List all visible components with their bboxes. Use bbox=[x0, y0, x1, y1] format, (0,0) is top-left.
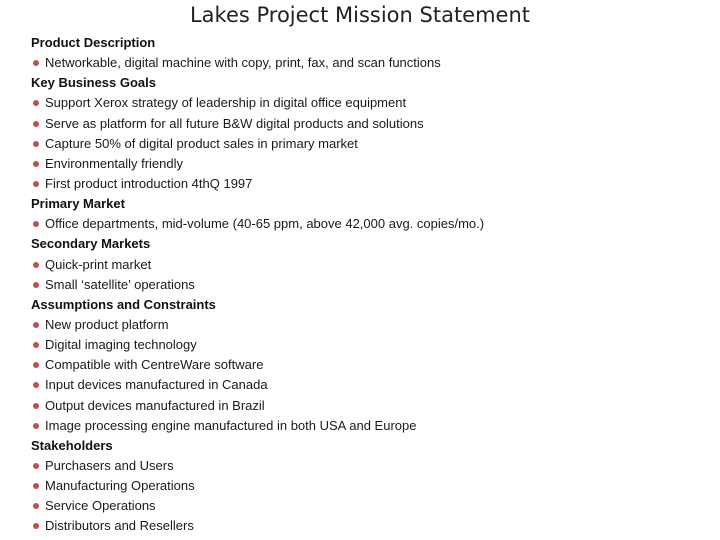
list-item-text: Support Xerox strategy of leadership in digital office equipment bbox=[45, 95, 407, 111]
list-item bbox=[31, 93, 711, 113]
bullet-dot-icon bbox=[33, 423, 39, 429]
bullet-dot-icon bbox=[33, 483, 39, 489]
list-item-text: Office departments, mid-volume (40-65 ppm, above 42,000 avg. copies/mo.) bbox=[45, 216, 485, 232]
list-item bbox=[31, 476, 711, 496]
list-item bbox=[31, 255, 711, 275]
section-heading: Product Description bbox=[31, 35, 156, 50]
list-item bbox=[31, 496, 711, 516]
bullet-dot-icon bbox=[33, 141, 39, 147]
bullet-dot-icon bbox=[33, 403, 39, 409]
list-item-text: Purchasers and Users bbox=[45, 457, 174, 473]
list-item bbox=[31, 315, 711, 335]
list-item-text: Small ‘satellite’ operations bbox=[45, 276, 195, 292]
list-item-text: Distributors and Resellers bbox=[45, 518, 194, 534]
list-item bbox=[31, 335, 711, 355]
list-item bbox=[31, 456, 711, 476]
section-heading: Assumptions and Constraints bbox=[31, 296, 216, 312]
list-item bbox=[31, 355, 711, 375]
list-item bbox=[31, 516, 711, 536]
list-item bbox=[31, 396, 711, 416]
list-item-text: Compatible with CentreWare software bbox=[45, 357, 264, 373]
bullet-dot-icon bbox=[33, 362, 39, 368]
bullet-dot-icon bbox=[33, 282, 39, 288]
list-item-text: Quick-print market bbox=[45, 256, 152, 272]
bullet-dot-icon bbox=[33, 181, 39, 187]
list-item-text: New product platform bbox=[45, 316, 169, 332]
section-heading: Secondary Markets bbox=[31, 236, 151, 252]
page-title: Lakes Project Mission Statement bbox=[189, 3, 531, 27]
section-heading: Stakeholders bbox=[31, 437, 113, 453]
list-item-text: First product introduction 4thQ 1997 bbox=[45, 175, 253, 191]
bullet-dot-icon bbox=[33, 161, 39, 167]
bullet-dot-icon bbox=[33, 121, 39, 127]
list-item-text: Output devices manufactured in Brazil bbox=[45, 397, 265, 413]
list-item bbox=[31, 53, 711, 73]
list-item-text: Service Operations bbox=[45, 498, 156, 514]
section-heading: Key Business Goals bbox=[31, 75, 156, 91]
list-item-text: Image processing engine manufactured in both USA and Europe bbox=[45, 417, 417, 433]
list-item-text: Networkable, digital machine with copy, print, fax, and scan functions bbox=[45, 55, 441, 71]
bullet-dot-icon bbox=[33, 382, 39, 388]
mission-statement-body bbox=[31, 33, 711, 537]
list-item-text: Input devices manufactured in Canada bbox=[45, 377, 268, 393]
list-item bbox=[31, 214, 711, 234]
bullet-dot-icon bbox=[33, 342, 39, 348]
list-item bbox=[31, 174, 711, 194]
list-item bbox=[31, 375, 711, 395]
bullet-dot-icon bbox=[33, 523, 39, 529]
list-item-text: Manufacturing Operations bbox=[45, 478, 195, 494]
list-item-text: Serve as platform for all future B&W digital products and solutions bbox=[45, 115, 424, 131]
bullet-dot-icon bbox=[33, 221, 39, 227]
bullet-dot-icon bbox=[33, 262, 39, 268]
list-item-text: Environmentally friendly bbox=[45, 155, 184, 171]
section-heading: Primary Market bbox=[31, 196, 125, 212]
bullet-dot-icon bbox=[33, 322, 39, 328]
bullet-dot-icon bbox=[33, 503, 39, 509]
list-item bbox=[31, 154, 711, 174]
list-item-text: Digital imaging technology bbox=[45, 337, 197, 353]
list-item bbox=[31, 114, 711, 134]
bullet-dot-icon bbox=[33, 463, 39, 469]
list-item bbox=[31, 416, 711, 436]
list-item-text: Capture 50% of digital product sales in primary market bbox=[45, 135, 358, 151]
list-item bbox=[31, 275, 711, 295]
bullet-dot-icon bbox=[33, 60, 39, 66]
list-item bbox=[31, 134, 711, 154]
bullet-dot-icon bbox=[33, 100, 39, 106]
